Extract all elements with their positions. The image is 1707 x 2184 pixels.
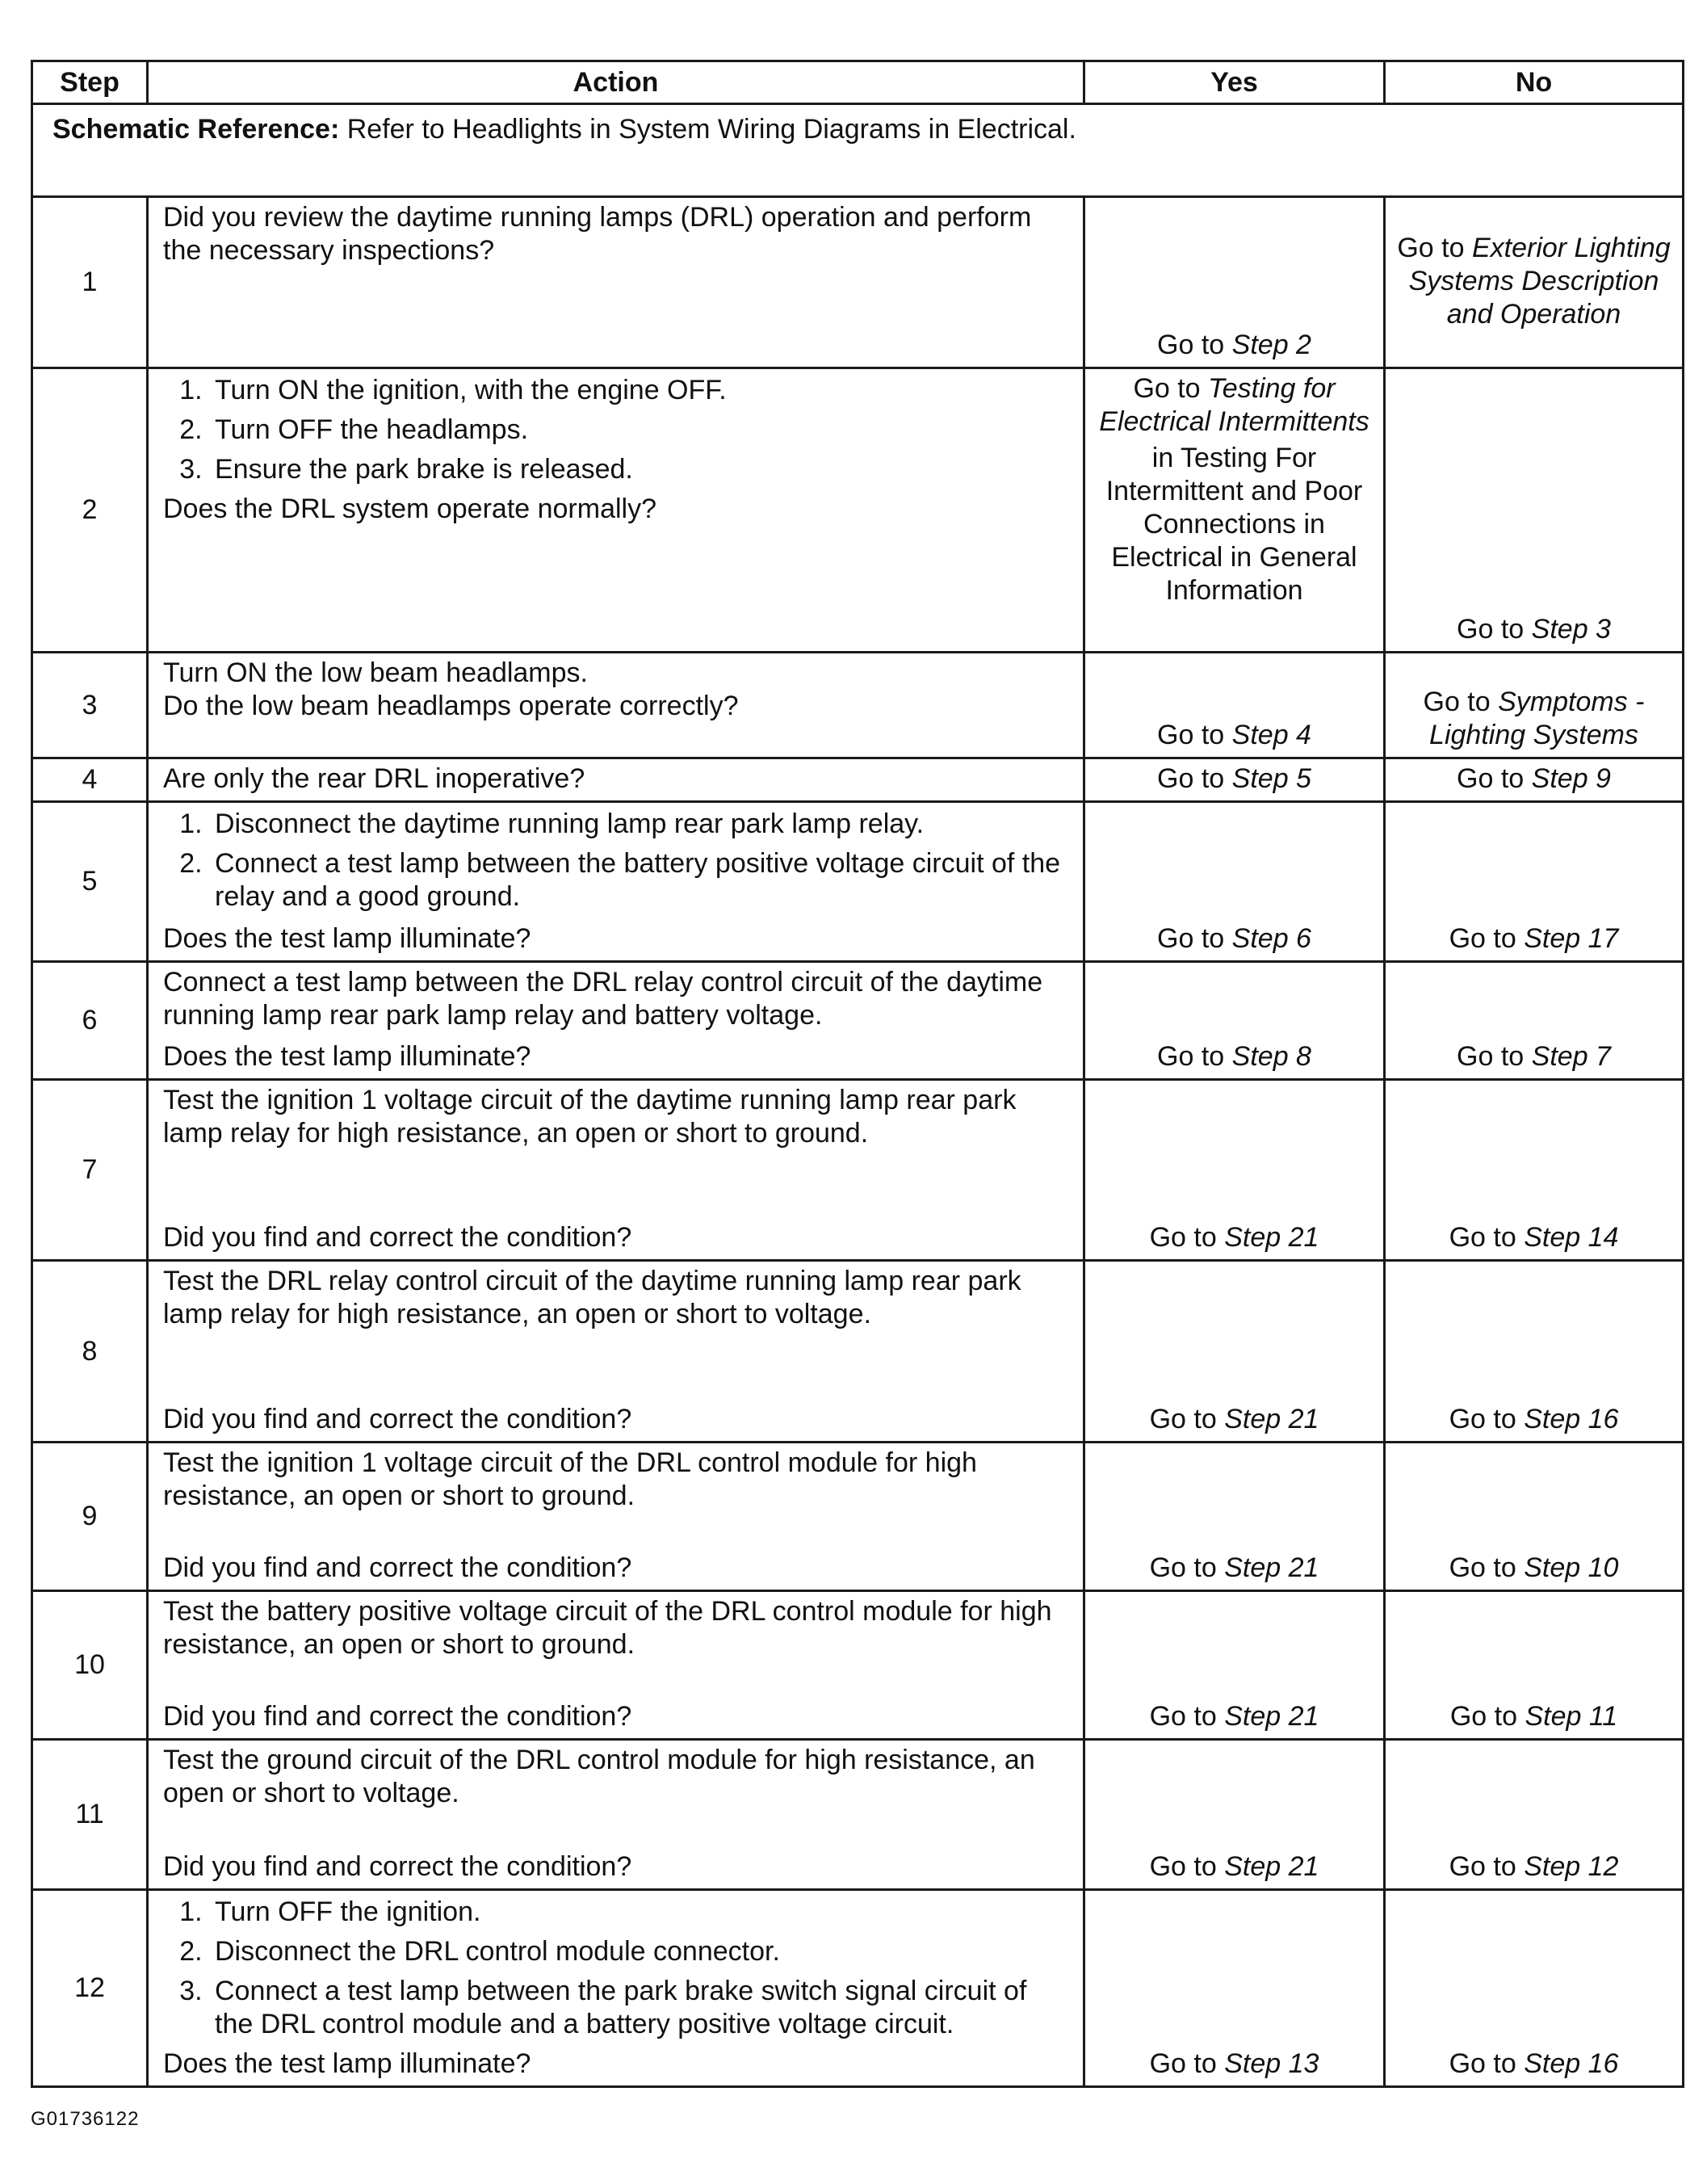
action-question: Does the test lamp illuminate?	[163, 2048, 531, 2079]
diagnostic-table	[31, 60, 1684, 2088]
action-instructions	[163, 1084, 1068, 1221]
figure-code: G01736122	[31, 2108, 140, 2130]
action-content	[163, 201, 1068, 362]
action-question: Does the test lamp illuminate?	[163, 923, 531, 954]
action-question: Does the test lamp illuminate?	[163, 1041, 531, 1072]
step-number: 4	[32, 758, 148, 802]
no-outcome	[1385, 1443, 1684, 1591]
yes-outcome	[1084, 1080, 1385, 1261]
no-target-link[interactable]: Step 17	[1524, 923, 1619, 954]
no-outcome	[1385, 1080, 1684, 1261]
no-outcome	[1385, 368, 1684, 653]
action-step-item: 1. Turn OFF the ignition.	[210, 1896, 1068, 1929]
action-paragraph: Test the DRL relay control circuit of the daytime running lamp rear park lamp relay for high resistance, an open or short to voltage.	[163, 1266, 1021, 1329]
no-target-link[interactable]: Step 16	[1524, 2048, 1619, 2079]
action-cell	[148, 1080, 1084, 1261]
schematic-reference-text: Refer to Headlights in System Wiring Diagrams in Electrical.	[339, 114, 1076, 145]
action-step-item: 2. Turn OFF the headlamps.	[210, 414, 1068, 447]
no-prefix: Go to	[1423, 687, 1491, 717]
action-cell	[148, 758, 1084, 802]
action-instructions	[163, 1265, 1068, 1403]
action-content	[163, 1447, 1068, 1585]
action-step-item: 2. Connect a test lamp between the battery positive voltage circuit of the relay and a good ground.	[210, 847, 1068, 914]
yes-target-link[interactable]: Step 5	[1231, 763, 1311, 794]
yes-target-link[interactable]: Step 6	[1231, 923, 1311, 954]
action-content	[163, 1265, 1068, 1436]
no-target-link[interactable]: Step 3	[1531, 614, 1611, 645]
table-row	[32, 1890, 1684, 2087]
table-row	[32, 1591, 1684, 1740]
step-number: 1	[32, 197, 148, 368]
no-prefix: Go to	[1449, 1552, 1516, 1583]
yes-prefix: Go to	[1157, 923, 1225, 954]
yes-prefix: Go to	[1157, 763, 1225, 794]
action-paragraph: Test the ignition 1 voltage circuit of the daytime running lamp rear park lamp relay for high resistance, an open or short to ground.	[163, 1085, 1017, 1149]
step-number: 9	[32, 1443, 148, 1591]
yes-prefix: Go to	[1149, 1552, 1217, 1583]
yes-target-link[interactable]: Step 21	[1224, 1404, 1319, 1434]
action-question: Do the low beam headlamps operate correctly?	[163, 691, 739, 721]
action-cell	[148, 1591, 1084, 1740]
step-number: 3	[32, 653, 148, 758]
action-question: Did you find and correct the condition?	[163, 1404, 632, 1434]
no-outcome	[1385, 1261, 1684, 1443]
no-target-link[interactable]: Step 14	[1524, 1222, 1619, 1253]
yes-outcome	[1084, 802, 1385, 962]
yes-outcome	[1084, 197, 1385, 368]
yes-prefix: Go to	[1149, 1404, 1217, 1434]
table-row	[32, 368, 1684, 653]
no-prefix: Go to	[1457, 763, 1525, 794]
table-row	[32, 1443, 1684, 1591]
yes-prefix: Go to	[1149, 1701, 1217, 1732]
action-instructions	[163, 372, 1068, 646]
no-outcome	[1385, 197, 1684, 368]
action-question: Did you find and correct the condition?	[163, 1222, 632, 1253]
no-outcome	[1385, 1740, 1684, 1890]
yes-target-link[interactable]: Step 2	[1231, 330, 1311, 360]
step-number: 12	[32, 1890, 148, 2087]
no-prefix: Go to	[1449, 1851, 1516, 1882]
schematic-reference	[32, 104, 1684, 197]
action-question: Did you find and correct the condition?	[163, 1701, 632, 1732]
table-row	[32, 653, 1684, 758]
action-instructions	[163, 657, 1068, 752]
action-question: Are only the rear DRL inoperative?	[163, 763, 585, 794]
yes-target-link[interactable]: Testing for Electrical Intermittents	[1099, 373, 1369, 437]
header-row	[32, 61, 1684, 104]
yes-prefix: Go to	[1133, 373, 1201, 404]
action-step-item: 1. Disconnect the daytime running lamp rear park lamp relay.	[210, 808, 1068, 841]
no-outcome	[1385, 1890, 1684, 2087]
action-content	[163, 1084, 1068, 1254]
step-number: 10	[32, 1591, 148, 1740]
action-step-item: 1. Turn ON the ignition, with the engine OFF.	[210, 374, 1068, 407]
no-target-link[interactable]: Step 11	[1525, 1701, 1618, 1732]
yes-target-link[interactable]: Step 4	[1231, 720, 1311, 750]
table-row	[32, 1080, 1684, 1261]
yes-target-link[interactable]: Step 21	[1224, 1552, 1319, 1583]
action-cell	[148, 653, 1084, 758]
no-prefix: Go to	[1449, 1701, 1518, 1732]
yes-outcome	[1084, 962, 1385, 1080]
yes-target-link[interactable]: Step 21	[1224, 1701, 1319, 1732]
yes-outcome	[1084, 1261, 1385, 1443]
action-instructions	[163, 1447, 1068, 1552]
action-step-item: 3. Connect a test lamp between the park brake switch signal circuit of the DRL control module and a battery positive voltage circuit.	[210, 1975, 1068, 2041]
header-yes: Yes	[1084, 61, 1385, 104]
no-outcome	[1385, 1591, 1684, 1740]
action-cell	[148, 197, 1084, 368]
action-paragraph: Test the ground circuit of the DRL control module for high resistance, an open or short to voltage.	[163, 1745, 1035, 1808]
table-row	[32, 758, 1684, 802]
header-step: Step	[32, 61, 148, 104]
action-steps-list	[163, 374, 1068, 486]
header-no: No	[1385, 61, 1684, 104]
action-question: Does the DRL system operate normally?	[163, 494, 657, 524]
yes-outcome	[1084, 1591, 1385, 1740]
action-instructions	[163, 806, 1068, 922]
no-prefix: Go to	[1449, 923, 1516, 954]
no-prefix: Go to	[1457, 614, 1525, 645]
diagnostic-table-container	[31, 60, 1682, 2088]
action-cell	[148, 1740, 1084, 1890]
action-content	[163, 806, 1068, 956]
table-row	[32, 197, 1684, 368]
yes-target-link[interactable]: Step 8	[1231, 1041, 1311, 1072]
step-number: 8	[32, 1261, 148, 1443]
table-body	[32, 197, 1684, 2087]
action-cell	[148, 1443, 1084, 1591]
yes-prefix: Go to	[1149, 1222, 1217, 1253]
no-target-link[interactable]: Step 10	[1524, 1552, 1619, 1583]
action-steps-list	[163, 1896, 1068, 2041]
action-question: Did you find and correct the condition?	[163, 1851, 632, 1882]
action-steps-list	[163, 808, 1068, 914]
action-paragraph: Test the battery positive voltage circuit of the DRL control module for high resistance, an open or short to ground.	[163, 1596, 1052, 1660]
no-prefix: Go to	[1449, 1404, 1516, 1434]
action-paragraph: Test the ignition 1 voltage circuit of the DRL control module for high resistance, an open or short to ground.	[163, 1447, 977, 1511]
no-target-link[interactable]: Step 7	[1531, 1041, 1611, 1072]
no-target-link[interactable]: Exterior Lighting Systems Description and Operation	[1408, 233, 1671, 330]
yes-prefix: Go to	[1149, 2048, 1217, 2079]
action-content	[163, 762, 1068, 795]
action-content	[163, 1894, 1068, 2081]
yes-prefix: Go to	[1157, 330, 1225, 360]
no-target-link[interactable]: Symptoms - Lighting Systems	[1429, 687, 1645, 750]
step-number: 7	[32, 1080, 148, 1261]
no-outcome	[1385, 758, 1684, 802]
action-cell	[148, 802, 1084, 962]
yes-prefix: Go to	[1157, 720, 1225, 750]
yes-target-link[interactable]: Step 13	[1224, 2048, 1319, 2079]
yes-outcome	[1084, 758, 1385, 802]
action-content	[163, 372, 1068, 646]
action-instructions	[163, 1744, 1068, 1850]
action-content	[163, 657, 1068, 752]
action-instructions	[163, 1595, 1068, 1700]
no-prefix: Go to	[1457, 1041, 1525, 1072]
action-step-item: 3. Ensure the park brake is released.	[210, 453, 1068, 486]
no-target-link[interactable]: Step 9	[1531, 763, 1611, 794]
no-prefix: Go to	[1397, 233, 1465, 263]
no-outcome	[1385, 653, 1684, 758]
table-row	[32, 962, 1684, 1080]
action-cell	[148, 1261, 1084, 1443]
action-content	[163, 1595, 1068, 1733]
action-instructions	[163, 966, 1068, 1040]
yes-outcome	[1084, 653, 1385, 758]
step-number: 6	[32, 962, 148, 1080]
action-paragraph: Did you review the daytime running lamps (DRL) operation and perform the necessary inspections?	[163, 202, 1032, 266]
no-prefix: Go to	[1449, 1222, 1516, 1253]
action-content	[163, 1744, 1068, 1884]
yes-prefix: Go to	[1157, 1041, 1225, 1072]
no-prefix: Go to	[1449, 2048, 1516, 2079]
action-paragraph: Connect a test lamp between the DRL relay control circuit of the daytime running lamp rear park lamp relay and battery voltage.	[163, 967, 1043, 1031]
step-number: 2	[32, 368, 148, 653]
table-row	[32, 1261, 1684, 1443]
yes-outcome	[1084, 1740, 1385, 1890]
step-number: 11	[32, 1740, 148, 1890]
action-cell	[148, 962, 1084, 1080]
yes-suffix: in Testing For Intermittent and Poor Connections in Electrical in General Information	[1105, 443, 1363, 606]
action-instructions	[163, 201, 1068, 362]
yes-target-link[interactable]: Step 21	[1224, 1222, 1319, 1253]
action-cell	[148, 368, 1084, 653]
table-row	[32, 1740, 1684, 1890]
action-paragraph: Turn ON the low beam headlamps.	[163, 657, 588, 688]
schematic-reference-label: Schematic Reference:	[52, 114, 340, 145]
yes-outcome	[1084, 1890, 1385, 2087]
schematic-reference-row	[32, 104, 1684, 197]
table-row	[32, 802, 1684, 962]
header-action: Action	[148, 61, 1084, 104]
action-question: Did you find and correct the condition?	[163, 1552, 632, 1583]
no-target-link[interactable]: Step 16	[1524, 1404, 1619, 1434]
action-content	[163, 966, 1068, 1073]
action-instructions	[163, 1894, 1068, 2048]
action-cell	[148, 1890, 1084, 2087]
step-number: 5	[32, 802, 148, 962]
yes-outcome	[1084, 368, 1385, 653]
yes-outcome	[1084, 1443, 1385, 1591]
yes-prefix: Go to	[1149, 1851, 1217, 1882]
yes-target-link[interactable]: Step 21	[1224, 1851, 1319, 1882]
action-step-item: 2. Disconnect the DRL control module connector.	[210, 1935, 1068, 1968]
no-outcome	[1385, 962, 1684, 1080]
no-target-link[interactable]: Step 12	[1524, 1851, 1619, 1882]
no-outcome	[1385, 802, 1684, 962]
